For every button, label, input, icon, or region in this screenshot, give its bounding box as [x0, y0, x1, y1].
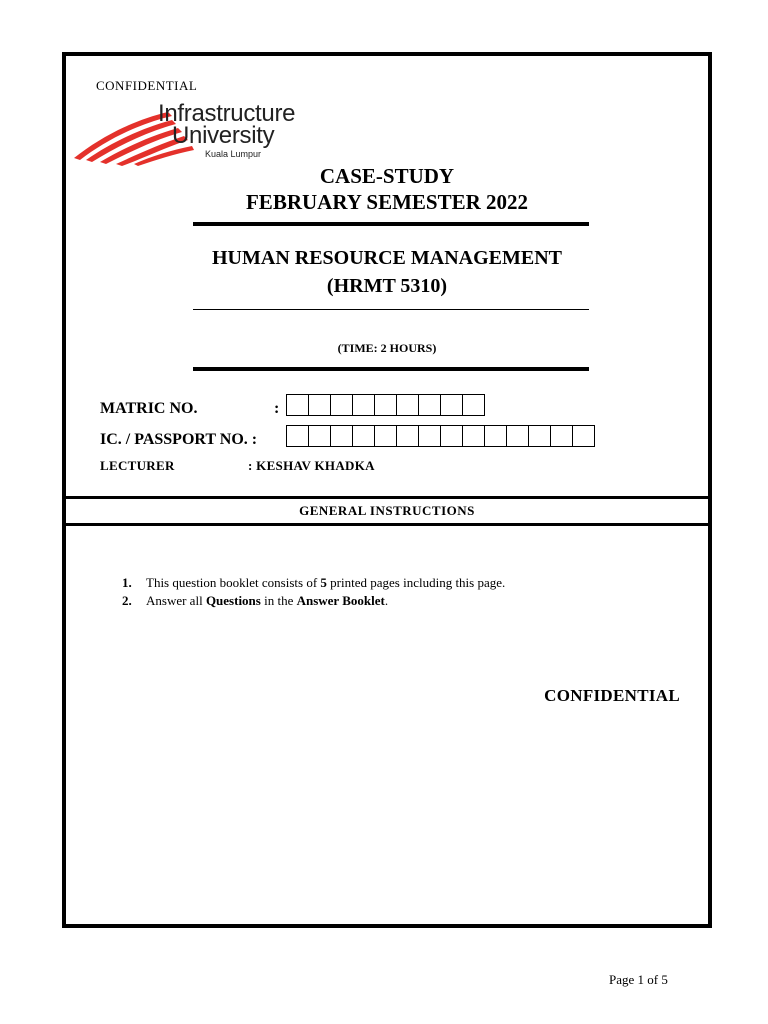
instruction-text: .	[384, 593, 389, 608]
character-entry-box[interactable]	[287, 425, 309, 447]
general-instructions-heading: GENERAL INSTRUCTIONS	[66, 496, 708, 526]
character-entry-box[interactable]	[441, 425, 463, 447]
character-entry-box[interactable]	[309, 394, 331, 416]
character-entry-box[interactable]	[397, 425, 419, 447]
character-entry-box[interactable]	[375, 394, 397, 416]
instruction-emphasis: Questions	[205, 593, 261, 608]
confidential-label-top: CONFIDENTIAL	[96, 78, 198, 93]
exam-cover-frame	[62, 52, 712, 928]
character-entry-box[interactable]	[309, 425, 331, 447]
course-name-title: HUMAN RESOURCE MANAGEMENT	[212, 247, 562, 269]
divider-thin	[193, 309, 589, 310]
logo-text-location: Kuala Lumpur	[205, 149, 262, 159]
logo-text-university: University	[172, 122, 275, 149]
character-entry-box[interactable]	[353, 425, 375, 447]
passport-number-label: IC. / PASSPORT NO. :	[100, 431, 258, 448]
instruction-number: 2.	[122, 593, 132, 608]
exam-duration: (TIME: 2 HOURS)	[337, 341, 437, 355]
character-entry-box[interactable]	[463, 425, 485, 447]
character-entry-box[interactable]	[419, 425, 441, 447]
character-entry-box[interactable]	[551, 425, 573, 447]
divider-thick-1	[193, 222, 589, 226]
character-entry-box[interactable]	[463, 394, 485, 416]
instruction-number: 1.	[122, 575, 132, 590]
character-entry-box[interactable]	[419, 394, 441, 416]
page-number: Page 1 of 5	[609, 972, 668, 987]
document-type-title: CASE-STUDY	[319, 164, 455, 188]
instruction-item-2	[122, 592, 505, 610]
passport-number-boxes[interactable]	[286, 425, 595, 447]
instructions-list	[122, 574, 505, 610]
course-code-title: (HRMT 5310)	[326, 275, 448, 297]
lecturer-label: LECTURER	[100, 458, 175, 473]
character-entry-box[interactable]	[375, 425, 397, 447]
matric-number-colon: :	[274, 400, 280, 417]
instruction-emphasis: 5	[320, 575, 327, 590]
character-entry-box[interactable]	[485, 425, 507, 447]
confidential-label-bottom: CONFIDENTIAL	[544, 686, 680, 705]
character-entry-box[interactable]	[507, 425, 529, 447]
divider-thick-2	[193, 367, 589, 371]
logo-text-infrastructure: Infrastructure	[158, 100, 296, 127]
instruction-text: Answer all	[146, 593, 206, 608]
semester-title: FEBRUARY SEMESTER 2022	[245, 190, 529, 214]
matric-number-label: MATRIC NO.	[100, 400, 198, 417]
character-entry-box[interactable]	[331, 425, 353, 447]
lecturer-name: : KESHAV KHADKA	[248, 458, 375, 473]
character-entry-box[interactable]	[353, 394, 375, 416]
university-logo	[72, 100, 322, 164]
character-entry-box[interactable]	[441, 394, 463, 416]
instruction-text: in the	[260, 593, 297, 608]
instruction-text: printed pages including this page.	[326, 575, 506, 590]
matric-number-boxes[interactable]	[286, 394, 485, 416]
instruction-item-1	[122, 574, 505, 592]
character-entry-box[interactable]	[331, 394, 353, 416]
character-entry-box[interactable]	[397, 394, 419, 416]
cover-header-section	[66, 56, 708, 496]
instruction-text: This question booklet consists of	[146, 575, 321, 590]
instruction-emphasis: Answer Booklet	[296, 593, 385, 608]
character-entry-box[interactable]	[287, 394, 309, 416]
character-entry-box[interactable]	[573, 425, 595, 447]
character-entry-box[interactable]	[529, 425, 551, 447]
